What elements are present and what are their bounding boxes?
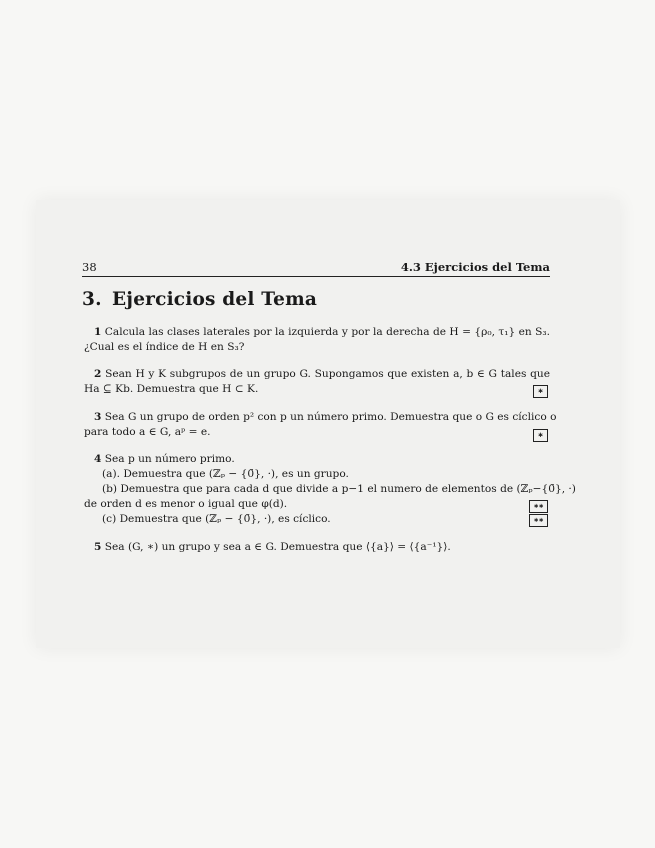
difficulty-badge: ∗ [533,429,548,442]
exercise-3-line-2 [84,425,550,440]
exercise-4-part-b-text-2: de orden d es menor o igual que φ(d). [84,498,288,510]
exercise-2-text-2: Ha ⊆ Kb. Demuestra que H ⊂ K. [84,383,259,395]
section-number: 3. [82,289,102,310]
exercise-1 [84,325,550,355]
exercise-4-part-a-text: (a). Demuestra que (ℤₚ − {0̄}, ·), es un grupo. [102,468,349,480]
exercise-2 [84,367,550,397]
exercise-2-number: 2 [94,368,102,380]
exercise-1-line-2 [84,340,550,355]
exercise-3-text-1: Sea G un grupo de orden p² con p un número primo. Demuestra que o G es cíclico o [104,411,557,423]
exercise-2-line-1 [84,367,550,382]
exercise-1-text-2: ¿Cual es el índice de H en S₃? [84,341,245,353]
exercise-4-part-c-text: (c) Demuestra que (ℤₚ − {0̄}, ·), es cíclico. [102,513,331,525]
exercise-4-number: 4 [94,453,102,465]
section-title [82,289,317,310]
exercise-2-line-2 [84,382,550,397]
exercise-3-number: 3 [94,411,102,423]
running-head: 4.3 Ejercicios del Tema [400,260,550,274]
difficulty-badge: ∗ [533,385,548,398]
exercise-4-text-1: Sea p un número primo. [104,453,235,465]
exercise-4-part-b-text-1: (b) Demuestra que para cada d que divide a p−1 el numero de elementos de (ℤₚ−{0̄}, ·) [102,483,576,495]
exercise-3-text-2: para todo a ∈ G, aᵖ = e. [84,426,211,438]
exercise-3-line-1 [84,410,557,425]
exercise-4-part-a [84,467,550,482]
running-header [82,258,550,277]
exercise-2-text-1: Sean H y K subgrupos de un grupo G. Supongamos que existen a, b ∈ G tales que [105,368,550,380]
page-number: 38 [82,260,97,274]
exercise-4-part-b-line-2 [84,497,550,512]
section-title-text: Ejercicios del Tema [112,289,318,310]
exercise-4-part-b-line-1 [84,482,576,497]
exercise-1-line-1 [84,325,550,340]
exercise-3 [84,410,557,440]
exercise-4-part-c [84,512,550,527]
exercise-5 [84,540,550,555]
exercise-5-number: 5 [94,541,102,553]
exercise-5-line-1 [84,540,550,555]
exercise-4-line-1 [84,452,550,467]
exercise-1-number: 1 [94,326,102,338]
difficulty-badge: ∗∗ [529,500,548,513]
exercise-4 [84,452,576,527]
difficulty-badge: ∗∗ [529,514,548,527]
exercise-1-text-1: Calcula las clases laterales por la izquierda y por la derecha de H = {ρ₀, τ₁} en S₃. [104,326,550,338]
exercise-5-text-1: Sea (G, ∗) un grupo y sea a ∈ G. Demuestra que ⟨{a}⟩ = ⟨{a⁻¹}⟩. [104,541,451,553]
